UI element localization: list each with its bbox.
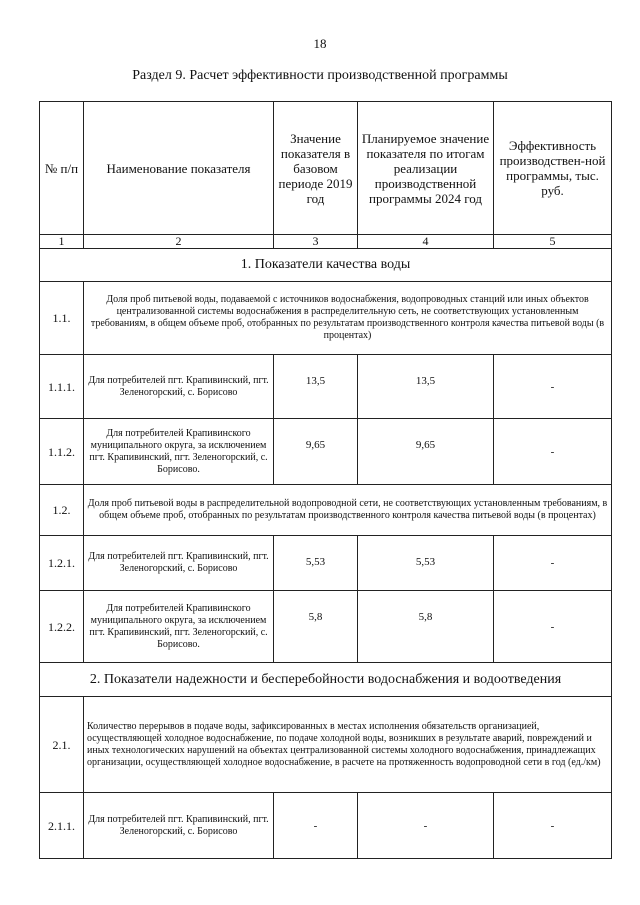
row-name: Для потребителей пгт. Крапивинский, пгт. Зеленогорский, с. Борисово	[84, 355, 274, 419]
header-num: № п/п	[40, 102, 84, 235]
planned-value: 5,8	[358, 591, 494, 663]
row-number: 1.2.1.	[40, 536, 84, 591]
efficiency-value: -	[494, 419, 612, 485]
base-value: 9,65	[274, 419, 358, 485]
header-planned: Планируемое значение показателя по итогам реализации производственной программы 2024 год	[358, 102, 494, 235]
table-row	[40, 536, 612, 591]
table-row	[40, 419, 612, 485]
group-row	[40, 663, 612, 697]
indicator-text: Доля проб питьевой воды, подаваемой с источников водоснабжения, водопроводных станций или иных объектов централизованной системы водоснабжения в распределительную сеть, не соответствующих установленным требованиям, в общем объеме проб, отобранных по результатам производственного контроля качества питьевой воды (в процентах)	[84, 282, 612, 355]
indicator-row	[40, 485, 612, 536]
row-name: Для потребителей Крапивинского муниципального округа, за исключением пгт. Крапивинский, пгт. Зеленогорский, с. Борисово.	[84, 419, 274, 485]
planned-value: 5,53	[358, 536, 494, 591]
base-value: -	[274, 793, 358, 859]
table-row	[40, 591, 612, 663]
header-base: Значение показателя в базовом периоде 2019 год	[274, 102, 358, 235]
page-number: 18	[313, 36, 327, 51]
indicator-text: Количество перерывов в подаче воды, зафиксированных в местах исполнения обязательств организацией, осуществляющей холодное водоснабжение, по подаче холодной воды, возникших в результате аварий, повреждений и иных технологических нарушений на объектах централизованной системы холодного водоснабжения, принадлежащих организации, осуществляющей холодное водоснабжение, в расчете на протяженность водопроводной сети в год (ед./км)	[84, 697, 612, 793]
row-number: 1.2.2.	[40, 591, 84, 663]
planned-value: 13,5	[358, 355, 494, 419]
row-number: 2.1.1.	[40, 793, 84, 859]
planned-value: -	[358, 793, 494, 859]
efficiency-table	[39, 101, 612, 859]
base-value: 5,53	[274, 536, 358, 591]
column-number: 4	[358, 235, 494, 249]
column-number: 2	[84, 235, 274, 249]
header-row	[40, 102, 612, 235]
indicator-text: Доля проб питьевой воды в распределительной водопроводной сети, не соответствующих установленным требованиям, в общем объеме проб, отобранных по результатам производственного контроля качества питьевой воды (в процентах)	[84, 485, 612, 536]
header-efficiency: Эффективность производствен-ной программы, тыс. руб.	[494, 102, 612, 235]
group-2-title: 2. Показатели надежности и бесперебойности водоснабжения и водоотведения	[40, 663, 612, 697]
efficiency-value: -	[494, 355, 612, 419]
group-row	[40, 249, 612, 282]
efficiency-value: -	[494, 591, 612, 663]
table-row	[40, 793, 612, 859]
group-1-title: 1. Показатели качества воды	[40, 249, 612, 282]
efficiency-value: -	[494, 793, 612, 859]
indicator-number: 1.1.	[40, 282, 84, 355]
efficiency-value: -	[494, 536, 612, 591]
section-title: Раздел 9. Расчет эффективности производственной программы	[132, 68, 508, 83]
table-row	[40, 355, 612, 419]
indicator-number: 1.2.	[40, 485, 84, 536]
header-name: Наименование показателя	[84, 102, 274, 235]
row-name: Для потребителей пгт. Крапивинский, пгт. Зеленогорский, с. Борисово	[84, 793, 274, 859]
column-number: 5	[494, 235, 612, 249]
column-number-row	[40, 235, 612, 249]
base-value: 13,5	[274, 355, 358, 419]
indicator-row	[40, 697, 612, 793]
base-value: 5,8	[274, 591, 358, 663]
indicator-number: 2.1.	[40, 697, 84, 793]
row-name: Для потребителей Крапивинского муниципального округа, за исключением пгт. Крапивинский, пгт. Зеленогорский, с. Борисово.	[84, 591, 274, 663]
indicator-row	[40, 282, 612, 355]
column-number: 3	[274, 235, 358, 249]
column-number: 1	[40, 235, 84, 249]
row-number: 1.1.1.	[40, 355, 84, 419]
row-name: Для потребителей пгт. Крапивинский, пгт. Зеленогорский, с. Борисово	[84, 536, 274, 591]
planned-value: 9,65	[358, 419, 494, 485]
row-number: 1.1.2.	[40, 419, 84, 485]
